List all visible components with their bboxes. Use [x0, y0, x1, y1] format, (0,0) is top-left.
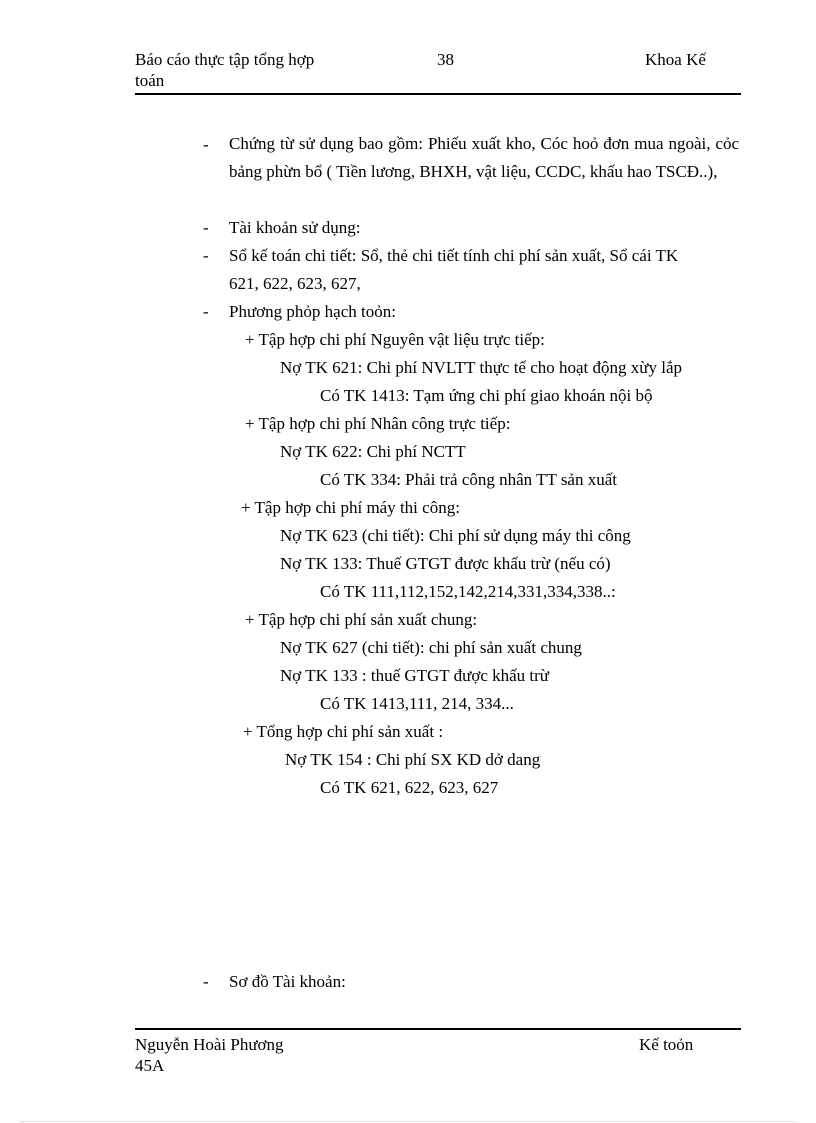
page-edge-dotted-line — [20, 1121, 796, 1122]
bullet-marker: - — [203, 972, 209, 991]
diagram-label: Sơ đồ Tài khoản: — [229, 972, 346, 991]
ledger-line-2: 621, 622, 623, 627, — [229, 274, 361, 293]
entry-credit: Có TK 621, 622, 623, 627 — [320, 778, 499, 797]
ledger-line-1: Sổ kế toán chi tiết: Sổ, thẻ chi tiết tính chi phí sản xuất, Sổ cái TK — [229, 246, 679, 265]
entry-credit: Có TK 1413: Tạm ứng chi phí giao khoán nội bộ — [320, 386, 653, 405]
entry-heading: + Tập hợp chi phí máy thi công: — [241, 498, 460, 517]
footer-author: Nguyễn Hoài Phương — [135, 1035, 284, 1054]
entry-debit: Nợ TK 622: Chi phí NCTT — [280, 442, 466, 461]
entry-debit: Nợ TK 623 (chi tiết): Chi phí sử dụng máy thi công — [280, 526, 631, 545]
header-rule — [135, 93, 741, 95]
entry-heading: + Tập hợp chi phí Nguyên vật liệu trực tiếp: — [245, 330, 545, 349]
footer-class: 45A — [135, 1056, 165, 1075]
header-title-line2: toán — [135, 71, 165, 90]
bullet-marker: - — [203, 218, 209, 237]
entry-debit: Nợ TK 627 (chi tiết): chi phí sản xuất chung — [280, 638, 582, 657]
footer-rule — [135, 1028, 741, 1030]
accounts-used: Tài khoản sử dụng: — [229, 218, 361, 237]
entry-debit: Nợ TK 621: Chi phí NVLTT thực tế cho hoạt động xừy lắp — [280, 358, 683, 377]
entry-heading: + Tập hợp chi phí sản xuất chung: — [245, 610, 478, 629]
page-number: 38 — [437, 50, 454, 69]
accounting-method: Phương phỏp hạch toỏn: — [229, 302, 396, 321]
entry-credit: Có TK 1413,111, 214, 334... — [320, 694, 514, 713]
bullet-marker: - — [203, 135, 209, 154]
entry-debit: Nợ TK 133 : thuế GTGT được khấu trừ — [280, 666, 550, 685]
entry-credit: Có TK 334: Phải trả công nhân TT sản xuất — [320, 470, 617, 489]
header-title-line1: Báo cáo thực tập tổng hợp — [135, 50, 315, 69]
bullet-marker: - — [203, 246, 209, 265]
entry-heading: + Tổng hợp chi phí sản xuất : — [243, 722, 444, 741]
documents-paragraph: Chứng từ sử dụng bao gồm: Phiếu xuất kho, Cóc hoỏ đơn mua ngoài, cỏc bảng phừn bổ ( Tiền lương, BHXH, vật liệu, CCDC, khấu hao TSCĐ..), — [229, 134, 739, 181]
entry-heading: + Tập hợp chi phí Nhân công trực tiếp: — [245, 414, 511, 433]
entry-debit: Nợ TK 154 : Chi phí SX KD dở dang — [285, 750, 541, 769]
entry-credit: Có TK 111,112,152,142,214,331,334,338..: — [320, 582, 616, 601]
footer-major: Kế toỏn — [639, 1035, 694, 1054]
entry-debit: Nợ TK 133: Thuế GTGT được khấu trừ (nếu có) — [280, 554, 611, 573]
bullet-marker: - — [203, 302, 209, 321]
header-department: Khoa Kế — [645, 50, 706, 69]
